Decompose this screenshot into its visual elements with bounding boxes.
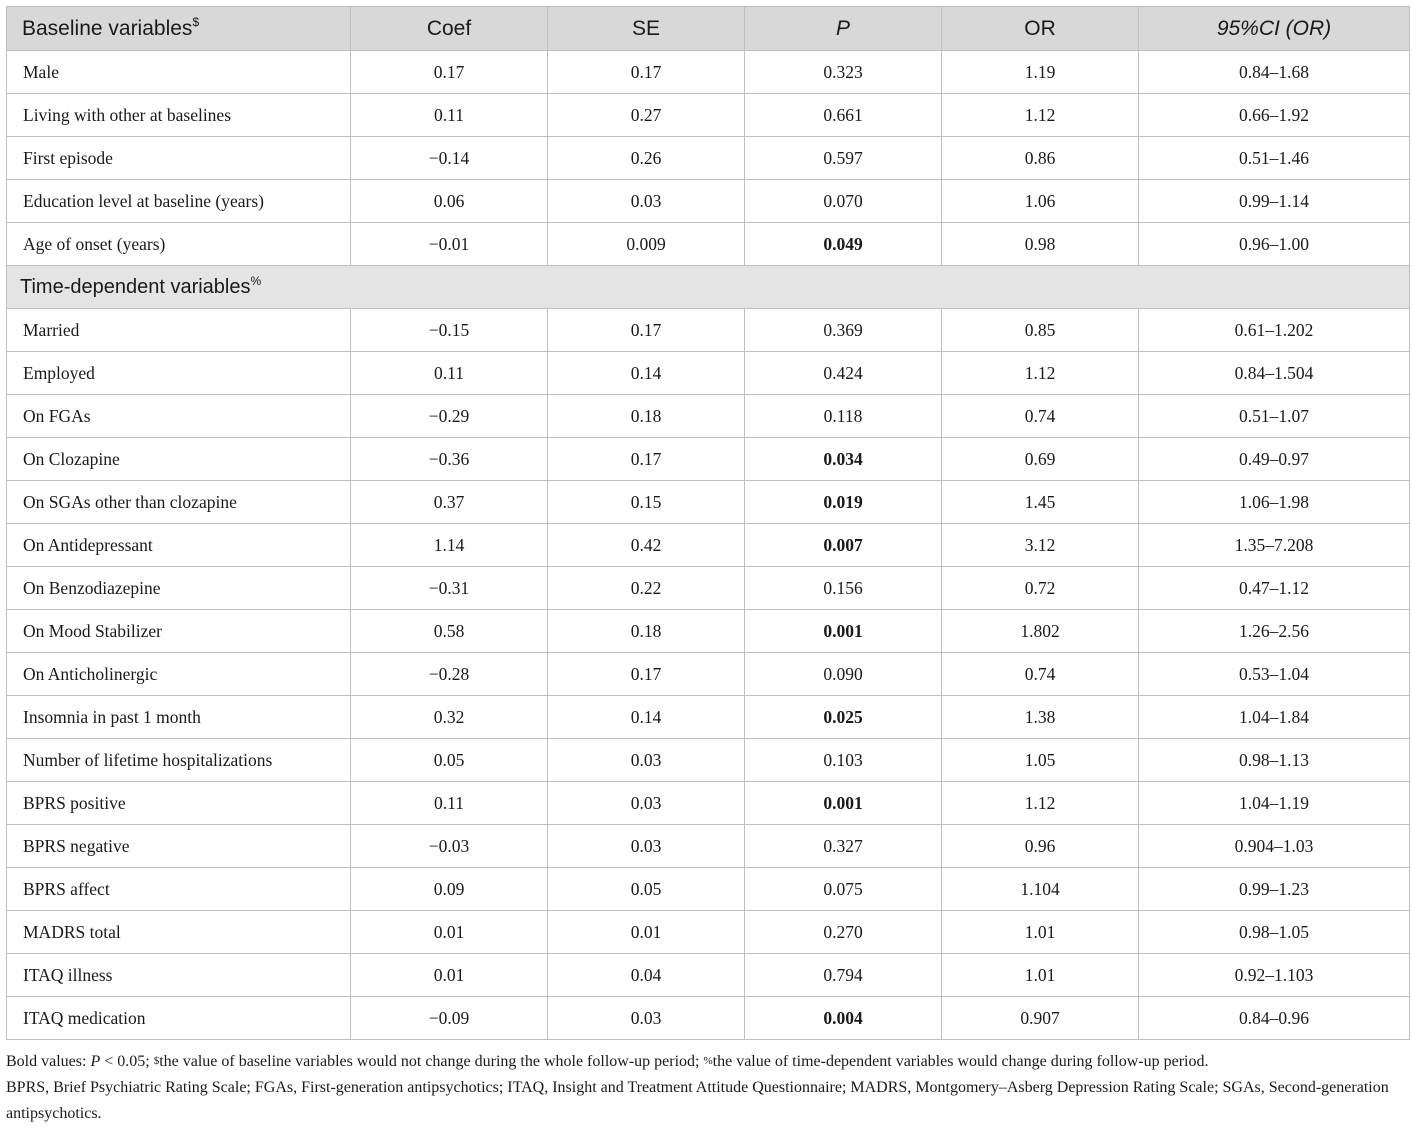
cell-label: BPRS positive bbox=[7, 782, 351, 825]
table-row bbox=[7, 825, 1410, 868]
cell-coef: −0.29 bbox=[351, 395, 548, 438]
cell-or: 0.72 bbox=[942, 567, 1139, 610]
cell-or: 0.86 bbox=[942, 137, 1139, 180]
table-row bbox=[7, 94, 1410, 137]
cell-label: Education level at baseline (years) bbox=[7, 180, 351, 223]
cell-p: 0.369 bbox=[745, 309, 942, 352]
cell-coef: 0.11 bbox=[351, 352, 548, 395]
table-row bbox=[7, 309, 1410, 352]
cell-p: 0.424 bbox=[745, 352, 942, 395]
cell-se: 0.18 bbox=[548, 610, 745, 653]
cell-label: Married bbox=[7, 309, 351, 352]
header-se: SE bbox=[548, 7, 745, 51]
cell-label: Number of lifetime hospitalizations bbox=[7, 739, 351, 782]
cell-se: 0.18 bbox=[548, 395, 745, 438]
table-row bbox=[7, 137, 1410, 180]
table-row bbox=[7, 997, 1410, 1040]
table-row bbox=[7, 567, 1410, 610]
cell-ci: 0.904–1.03 bbox=[1139, 825, 1410, 868]
table-row bbox=[7, 180, 1410, 223]
table-row bbox=[7, 696, 1410, 739]
cell-coef: −0.28 bbox=[351, 653, 548, 696]
cell-or: 0.74 bbox=[942, 653, 1139, 696]
header-row bbox=[7, 7, 1410, 51]
cell-coef: 0.37 bbox=[351, 481, 548, 524]
cell-or: 1.01 bbox=[942, 911, 1139, 954]
cell-label: On FGAs bbox=[7, 395, 351, 438]
cell-or: 0.85 bbox=[942, 309, 1139, 352]
cell-p: 0.118 bbox=[745, 395, 942, 438]
cell-label: Insomnia in past 1 month bbox=[7, 696, 351, 739]
cell-p: 0.597 bbox=[745, 137, 942, 180]
cell-or: 1.45 bbox=[942, 481, 1139, 524]
cell-or: 1.05 bbox=[942, 739, 1139, 782]
cell-se: 0.05 bbox=[548, 868, 745, 911]
cell-se: 0.17 bbox=[548, 309, 745, 352]
table-row bbox=[7, 352, 1410, 395]
cell-p: 0.270 bbox=[745, 911, 942, 954]
cell-label: On Clozapine bbox=[7, 438, 351, 481]
table-row bbox=[7, 481, 1410, 524]
cell-coef: 0.11 bbox=[351, 94, 548, 137]
cell-label: BPRS negative bbox=[7, 825, 351, 868]
cell-p: 0.323 bbox=[745, 51, 942, 94]
cell-ci: 0.53–1.04 bbox=[1139, 653, 1410, 696]
cell-p: 0.794 bbox=[745, 954, 942, 997]
cell-se: 0.03 bbox=[548, 180, 745, 223]
header-p: P bbox=[745, 7, 942, 51]
cell-p: 0.001 bbox=[745, 782, 942, 825]
cell-or: 1.06 bbox=[942, 180, 1139, 223]
cell-coef: −0.31 bbox=[351, 567, 548, 610]
cell-se: 0.03 bbox=[548, 825, 745, 868]
footnote-line-1: Bold values: P < 0.05; $the value of baseline variables would not change during the whole follow-up period; %the value of time-dependent variables would change during follow-up period. bbox=[6, 1053, 1209, 1070]
cell-se: 0.03 bbox=[548, 997, 745, 1040]
cell-coef: 0.05 bbox=[351, 739, 548, 782]
cell-p: 0.004 bbox=[745, 997, 942, 1040]
cell-ci: 0.47–1.12 bbox=[1139, 567, 1410, 610]
cell-coef: −0.36 bbox=[351, 438, 548, 481]
cell-coef: 0.32 bbox=[351, 696, 548, 739]
cell-label: First episode bbox=[7, 137, 351, 180]
table-row bbox=[7, 223, 1410, 266]
cell-ci: 0.61–1.202 bbox=[1139, 309, 1410, 352]
cell-se: 0.27 bbox=[548, 94, 745, 137]
cell-coef: 0.01 bbox=[351, 954, 548, 997]
section-label: Time-dependent variables% bbox=[7, 266, 1410, 309]
table-row bbox=[7, 524, 1410, 567]
table-row bbox=[7, 954, 1410, 997]
cell-ci: 0.99–1.23 bbox=[1139, 868, 1410, 911]
cell-coef: 1.14 bbox=[351, 524, 548, 567]
cell-label: MADRS total bbox=[7, 911, 351, 954]
cell-ci: 1.35–7.208 bbox=[1139, 524, 1410, 567]
cell-se: 0.17 bbox=[548, 653, 745, 696]
cell-p: 0.661 bbox=[745, 94, 942, 137]
cell-coef: 0.17 bbox=[351, 51, 548, 94]
cell-p: 0.327 bbox=[745, 825, 942, 868]
cell-ci: 0.51–1.07 bbox=[1139, 395, 1410, 438]
header-or: OR bbox=[942, 7, 1139, 51]
cell-or: 1.12 bbox=[942, 352, 1139, 395]
cell-ci: 0.84–1.68 bbox=[1139, 51, 1410, 94]
header-coef: Coef bbox=[351, 7, 548, 51]
cell-se: 0.14 bbox=[548, 352, 745, 395]
cell-coef: −0.03 bbox=[351, 825, 548, 868]
cell-p: 0.001 bbox=[745, 610, 942, 653]
cell-or: 3.12 bbox=[942, 524, 1139, 567]
cell-p: 0.034 bbox=[745, 438, 942, 481]
cell-coef: 0.11 bbox=[351, 782, 548, 825]
section-row-time-dependent bbox=[7, 266, 1410, 309]
header-ci: 95%CI (OR) bbox=[1139, 7, 1410, 51]
cell-ci: 0.98–1.05 bbox=[1139, 911, 1410, 954]
cell-or: 1.12 bbox=[942, 782, 1139, 825]
table-row bbox=[7, 911, 1410, 954]
cell-ci: 0.49–0.97 bbox=[1139, 438, 1410, 481]
table-footnotes bbox=[6, 1049, 1409, 1127]
cell-label: On Anticholinergic bbox=[7, 653, 351, 696]
cell-coef: −0.09 bbox=[351, 997, 548, 1040]
cell-p: 0.075 bbox=[745, 868, 942, 911]
regression-table bbox=[6, 6, 1410, 1040]
cell-or: 0.907 bbox=[942, 997, 1139, 1040]
cell-ci: 0.84–1.504 bbox=[1139, 352, 1410, 395]
cell-or: 1.104 bbox=[942, 868, 1139, 911]
cell-ci: 0.98–1.13 bbox=[1139, 739, 1410, 782]
cell-label: On Mood Stabilizer bbox=[7, 610, 351, 653]
cell-or: 1.12 bbox=[942, 94, 1139, 137]
cell-p: 0.019 bbox=[745, 481, 942, 524]
cell-ci: 1.26–2.56 bbox=[1139, 610, 1410, 653]
cell-se: 0.03 bbox=[548, 782, 745, 825]
cell-ci: 0.84–0.96 bbox=[1139, 997, 1410, 1040]
cell-coef: 0.06 bbox=[351, 180, 548, 223]
cell-coef: 0.01 bbox=[351, 911, 548, 954]
cell-ci: 1.04–1.84 bbox=[1139, 696, 1410, 739]
cell-p: 0.007 bbox=[745, 524, 942, 567]
cell-se: 0.14 bbox=[548, 696, 745, 739]
table-row bbox=[7, 782, 1410, 825]
cell-se: 0.42 bbox=[548, 524, 745, 567]
cell-coef: 0.09 bbox=[351, 868, 548, 911]
cell-label: ITAQ medication bbox=[7, 997, 351, 1040]
table-row bbox=[7, 739, 1410, 782]
cell-or: 1.38 bbox=[942, 696, 1139, 739]
cell-ci: 0.96–1.00 bbox=[1139, 223, 1410, 266]
cell-label: Living with other at baselines bbox=[7, 94, 351, 137]
cell-coef: −0.15 bbox=[351, 309, 548, 352]
cell-se: 0.03 bbox=[548, 739, 745, 782]
table-row bbox=[7, 610, 1410, 653]
cell-label: On Benzodiazepine bbox=[7, 567, 351, 610]
cell-or: 0.74 bbox=[942, 395, 1139, 438]
cell-label: Employed bbox=[7, 352, 351, 395]
cell-coef: −0.01 bbox=[351, 223, 548, 266]
cell-label: Male bbox=[7, 51, 351, 94]
table-row bbox=[7, 868, 1410, 911]
cell-p: 0.103 bbox=[745, 739, 942, 782]
cell-label: BPRS affect bbox=[7, 868, 351, 911]
cell-se: 0.01 bbox=[548, 911, 745, 954]
cell-se: 0.04 bbox=[548, 954, 745, 997]
cell-coef: −0.14 bbox=[351, 137, 548, 180]
table-row bbox=[7, 438, 1410, 481]
cell-coef: 0.58 bbox=[351, 610, 548, 653]
cell-ci: 1.04–1.19 bbox=[1139, 782, 1410, 825]
cell-ci: 1.06–1.98 bbox=[1139, 481, 1410, 524]
regression-table-document bbox=[6, 6, 1409, 1127]
cell-se: 0.009 bbox=[548, 223, 745, 266]
cell-ci: 0.92–1.103 bbox=[1139, 954, 1410, 997]
cell-se: 0.22 bbox=[548, 567, 745, 610]
footnote-line-2: BPRS, Brief Psychiatric Rating Scale; FGAs, First-generation antipsychotics; ITAQ, Insight and Treatment Attitude Questionnaire; MADRS, Montgomery–Asberg Depression Rating Scale; SGAs, Second-generation antipsychotics. bbox=[6, 1079, 1389, 1122]
cell-p: 0.049 bbox=[745, 223, 942, 266]
cell-ci: 0.51–1.46 bbox=[1139, 137, 1410, 180]
cell-or: 1.01 bbox=[942, 954, 1139, 997]
cell-ci: 0.66–1.92 bbox=[1139, 94, 1410, 137]
cell-se: 0.26 bbox=[548, 137, 745, 180]
header-baseline-variables: Baseline variables$ bbox=[7, 7, 351, 51]
cell-or: 1.19 bbox=[942, 51, 1139, 94]
cell-se: 0.15 bbox=[548, 481, 745, 524]
cell-label: On Antidepressant bbox=[7, 524, 351, 567]
cell-or: 0.98 bbox=[942, 223, 1139, 266]
table-row bbox=[7, 653, 1410, 696]
cell-se: 0.17 bbox=[548, 51, 745, 94]
cell-or: 0.96 bbox=[942, 825, 1139, 868]
cell-or: 0.69 bbox=[942, 438, 1139, 481]
cell-label: Age of onset (years) bbox=[7, 223, 351, 266]
table-row bbox=[7, 395, 1410, 438]
cell-p: 0.070 bbox=[745, 180, 942, 223]
cell-or: 1.802 bbox=[942, 610, 1139, 653]
cell-label: ITAQ illness bbox=[7, 954, 351, 997]
cell-p: 0.156 bbox=[745, 567, 942, 610]
cell-label: On SGAs other than clozapine bbox=[7, 481, 351, 524]
cell-p: 0.090 bbox=[745, 653, 942, 696]
cell-ci: 0.99–1.14 bbox=[1139, 180, 1410, 223]
cell-se: 0.17 bbox=[548, 438, 745, 481]
table-row bbox=[7, 51, 1410, 94]
cell-p: 0.025 bbox=[745, 696, 942, 739]
